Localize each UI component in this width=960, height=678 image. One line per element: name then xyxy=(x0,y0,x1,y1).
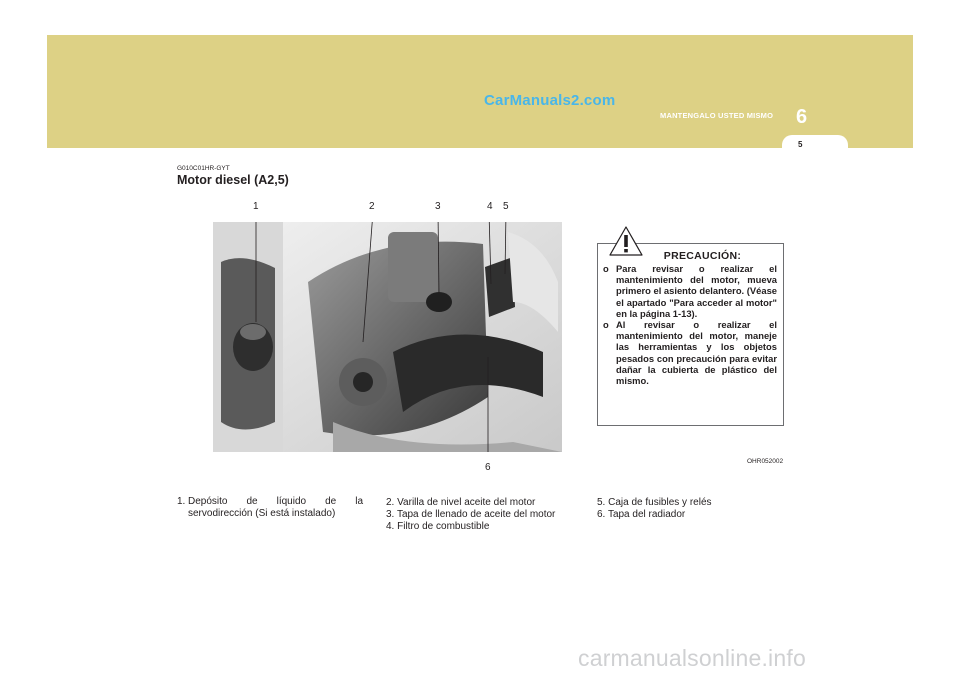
section-code: G010C01HR-GYT xyxy=(177,165,230,172)
caption-text: Depósito de líquido de la servodirección (Si está instalado) xyxy=(188,496,363,520)
callout-3: 3 xyxy=(435,201,441,212)
caution-title: PRECAUCIÓN: xyxy=(663,250,742,262)
caption-number: 1. xyxy=(177,496,186,507)
callout-4: 4 xyxy=(487,201,493,212)
engine-photo xyxy=(213,222,562,452)
section-title: MANTENGALO USTED MISMO xyxy=(660,111,774,120)
header-band xyxy=(47,35,913,148)
image-code: OHR052002 xyxy=(747,458,784,465)
caution-bullet: o xyxy=(603,319,609,331)
caution-bullet: o xyxy=(603,263,609,274)
caption-column-3 xyxy=(597,497,787,521)
page-tab xyxy=(782,135,848,155)
caption-item: 5. Caja de fusibles y relés xyxy=(597,497,712,508)
page-number: 5 xyxy=(798,140,803,149)
chapter-number: 6 xyxy=(796,106,808,128)
caption-item: 3. Tapa de llenado de aceite del motor xyxy=(386,509,556,521)
callout-6: 6 xyxy=(485,462,491,473)
caution-item xyxy=(603,263,777,319)
caution-text: Al revisar o realizar el mantenimiento del motor, maneje las herramientas y los objetos pesados con precaución para evitar dañar la cubierta de plástico del mismo. xyxy=(616,319,777,387)
caution-list xyxy=(603,263,777,386)
callout-5: 5 xyxy=(503,201,509,212)
caption-item: 6. Tapa del radiador xyxy=(597,509,686,521)
caution-box xyxy=(597,243,784,426)
callout-2: 2 xyxy=(369,201,375,212)
page-title: Motor diesel (A2,5) xyxy=(177,173,289,187)
caption-column-2 xyxy=(386,497,582,534)
caption-item: 2. Varilla de nivel aceite del motor xyxy=(386,497,536,508)
caution-item xyxy=(603,319,777,386)
caption-item: 4. Filtro de combustible xyxy=(386,521,490,533)
footer-watermark: carmanualsonline.info xyxy=(578,645,806,671)
caption-column-1 xyxy=(177,496,363,520)
callout-1: 1 xyxy=(253,201,259,212)
caution-text: Para revisar o realizar el mantenimiento del motor, mueva primero el asiento delantero. (Véase el apartado "Para acceder al motor" en la página 1-13). xyxy=(616,263,777,319)
watermark-link[interactable]: CarManuals2.com xyxy=(484,92,616,109)
